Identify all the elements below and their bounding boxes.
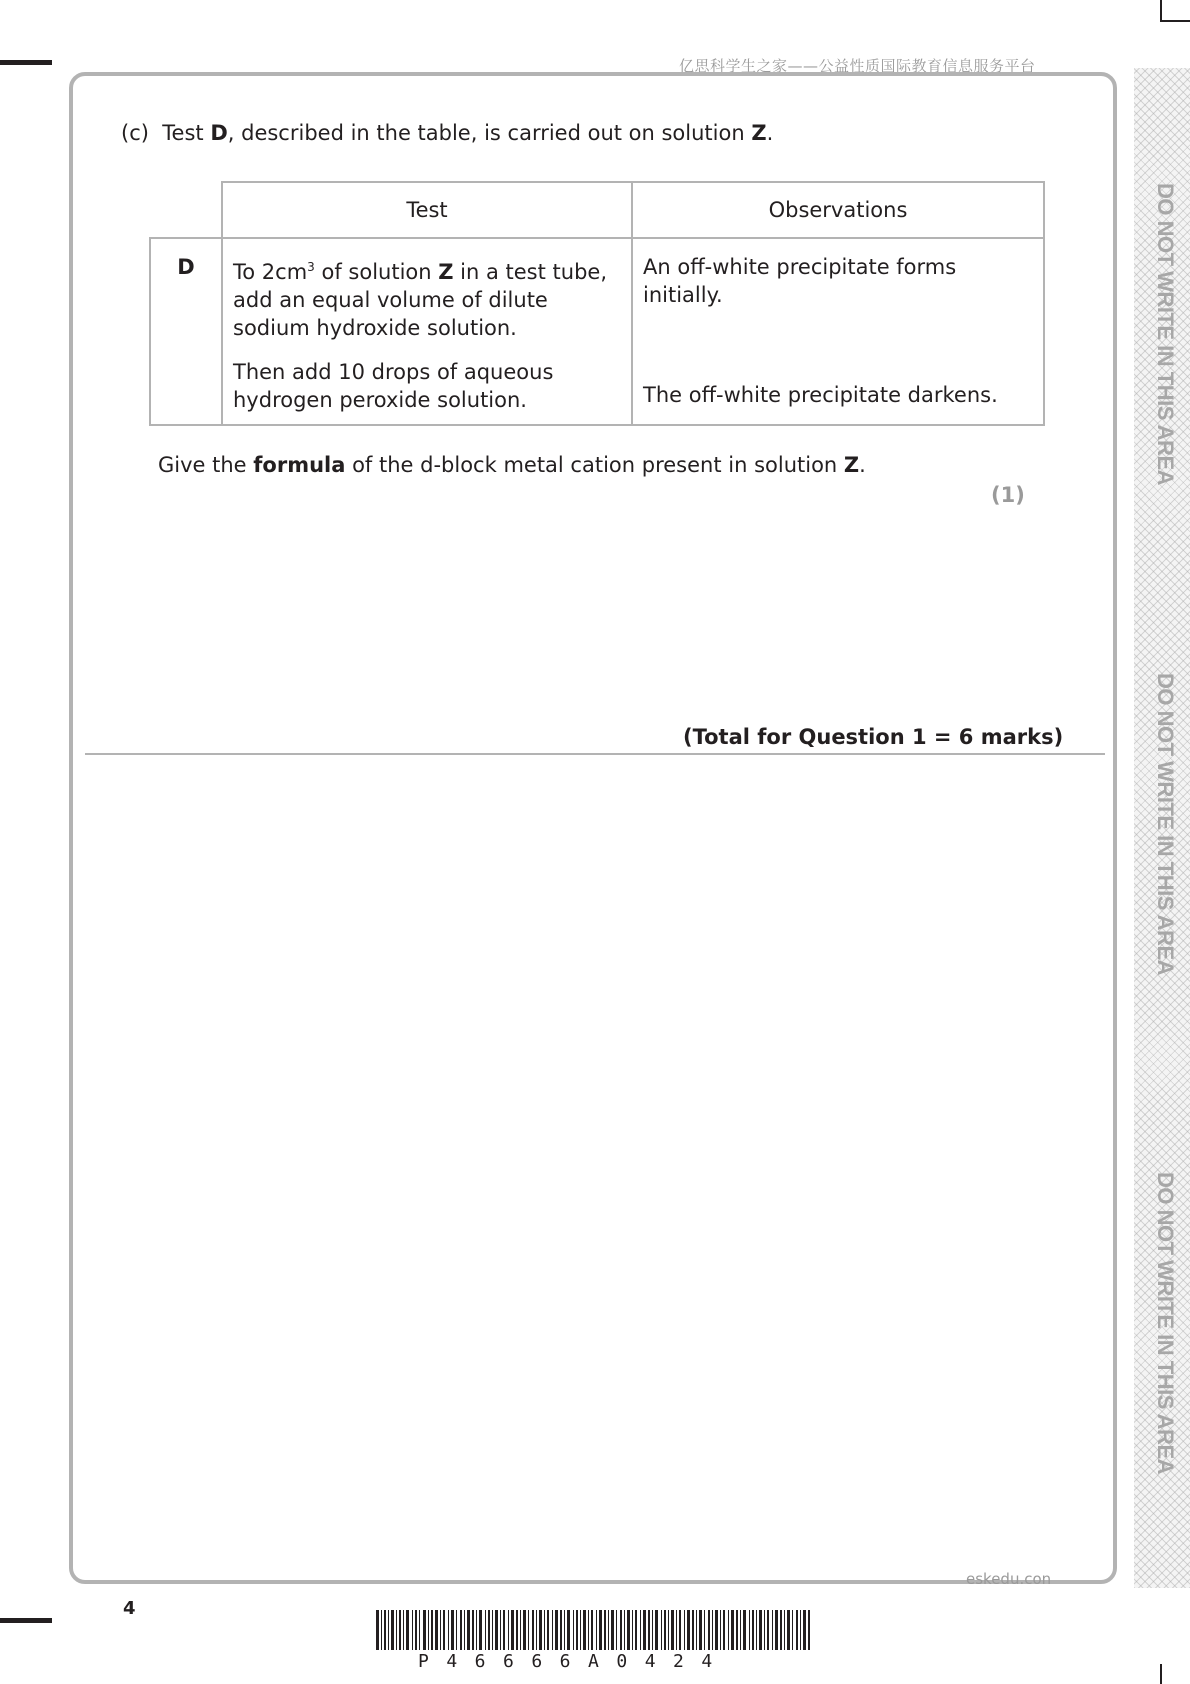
- test-step-1: [233, 253, 621, 342]
- question-prompt: [158, 453, 866, 477]
- side-warning-2: DO NOT WRITE IN THIS AREA: [1153, 673, 1178, 976]
- header-test: Test: [222, 182, 632, 238]
- section-divider: [85, 753, 1105, 755]
- crop-mark-top-left: [0, 60, 52, 65]
- crop-mark-top-right-h: [1160, 20, 1190, 22]
- table-header-row: [150, 182, 1044, 238]
- observation-1: An off-white precipitate forms initially.: [643, 255, 957, 307]
- step1-sup: 3: [307, 260, 315, 274]
- part-label: (c): [121, 121, 149, 145]
- side-warning-3: DO NOT WRITE IN THIS AREA: [1153, 1172, 1178, 1475]
- test-table: [149, 181, 1045, 426]
- table-row: [150, 238, 1044, 425]
- footer-watermark: eskedu.con: [966, 1570, 1052, 1588]
- prompt-solution: Z: [843, 453, 860, 477]
- intro-solution-name: Z: [751, 121, 767, 145]
- prompt-bold: formula: [253, 453, 346, 477]
- step1-unit: cm: [275, 260, 308, 284]
- intro-text-mid: , described in the table, is carried out on solution: [227, 121, 752, 145]
- step1-solution: Z: [438, 260, 454, 284]
- crop-mark-bottom-right: [1160, 1664, 1162, 1684]
- observations-cell: [632, 238, 1044, 425]
- prompt-mid: of the d-block metal cation present in solution: [345, 453, 844, 477]
- prompt-end: .: [859, 453, 866, 477]
- test-step-2: Then add 10 drops of aqueous hydrogen peroxide solution.: [233, 360, 554, 412]
- intro-text-end: .: [766, 121, 774, 145]
- header-watermark: 亿思科学生之家——公益性质国际教育信息服务平台: [679, 57, 1036, 75]
- step1-post: in a test tube, add an equal volume of dilute sodium hydroxide solution.: [233, 260, 607, 340]
- crop-mark-top-right: [1160, 0, 1162, 20]
- marks-label: (1): [991, 483, 1025, 507]
- observation-2: The off-white precipitate darkens.: [643, 383, 998, 407]
- test-cell: [222, 238, 632, 425]
- page-number: 4: [123, 1598, 136, 1619]
- side-warning-1: DO NOT WRITE IN THIS AREA: [1153, 183, 1178, 486]
- intro-text: Test: [162, 121, 211, 145]
- header-observations: Observations: [632, 182, 1044, 238]
- table-corner: [150, 182, 222, 238]
- barcode-icon: [376, 1610, 810, 1650]
- total-marks: (Total for Question 1 = 6 marks): [683, 725, 1064, 749]
- step1-pre: To 2: [233, 260, 276, 284]
- crop-mark-bottom-left: [0, 1618, 52, 1623]
- intro-test-name: D: [210, 121, 228, 145]
- step1-mid: of solution: [314, 260, 439, 284]
- prompt-pre: Give the: [158, 453, 254, 477]
- question-intro: [121, 121, 773, 145]
- row-label: D: [150, 238, 222, 425]
- barcode-number: P46666A0424: [418, 1651, 730, 1672]
